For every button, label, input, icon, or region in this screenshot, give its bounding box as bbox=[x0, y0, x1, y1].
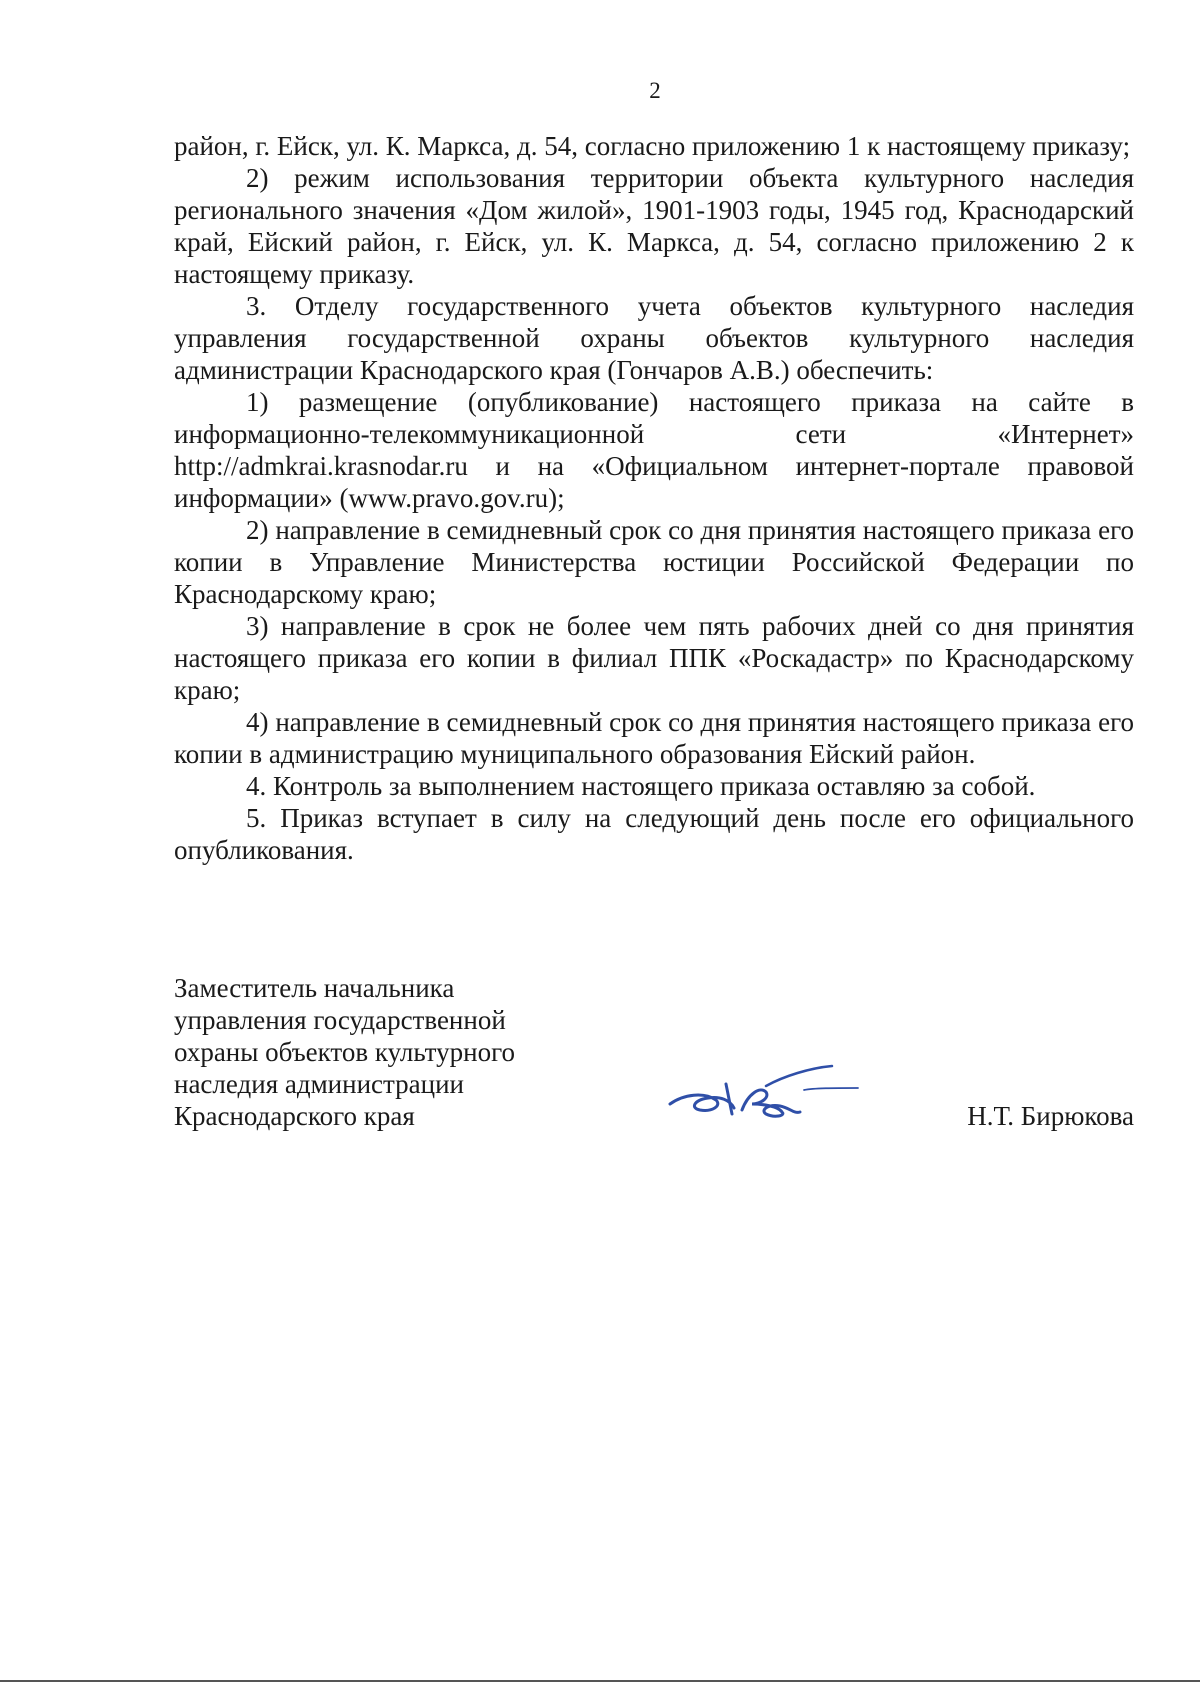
signature-block bbox=[174, 972, 1134, 1132]
signature-stroke bbox=[804, 1088, 858, 1090]
paragraph-item-5-effect: 5. Приказ вступает в силу на следующий день после его официального опубликования. bbox=[174, 803, 1134, 865]
paragraph-continuation: район, г. Ейск, ул. К. Маркса, д. 54, согласно приложению 1 к настоящему приказу; bbox=[174, 131, 1131, 161]
page-bottom-rule bbox=[0, 1680, 1200, 1682]
paragraph-item-3-department: 3. Отделу государственного учета объектов культурного наследия управления государственной охраны объектов культурного наследия администрации Краснодарского края (Гончаров А.В.) обеспечить: bbox=[174, 291, 1134, 385]
signature-stroke bbox=[742, 1090, 800, 1116]
paragraph-subitem-1-publication: 1) размещение (опубликование) настоящего приказа на сайте в информационно-телекоммуникационной сети «Интернет» http://admkrai.krasnodar.ru и на «Официальном интернет-портале правовой информации» (www.pravo.gov.ru); bbox=[174, 387, 1134, 513]
document-body bbox=[174, 130, 1134, 866]
handwritten-signature bbox=[664, 1064, 864, 1126]
signer-position: Заместитель начальника управления государственной охраны объектов культурного наследия администрации Краснодарского края bbox=[174, 973, 515, 1131]
paragraph-subitem-4-administration: 4) направление в семидневный срок со дня принятия настоящего приказа его копии в администрацию муниципального образования Ейский район. bbox=[174, 707, 1134, 769]
signer-name: Н.Т. Бирюкова bbox=[967, 1101, 1134, 1131]
signature-stroke bbox=[766, 1066, 832, 1086]
page-number: 2 bbox=[649, 78, 661, 103]
paragraph-subitem-3-roskadastr: 3) направление в срок не более чем пять рабочих дней со дня принятия настоящего приказа его копии в филиал ППК «Роскадастр» по Краснодарскому краю; bbox=[174, 611, 1134, 705]
signature-stroke bbox=[670, 1095, 734, 1110]
paragraph-item-2-regime: 2) режим использования территории объекта культурного наследия регионального значения «Дом жилой», 1901-1903 годы, 1945 год, Краснодарский край, Ейский район, г. Ейск, ул. К. Маркса, д. 54, согласно приложению 2 к настоящему приказу. bbox=[174, 163, 1134, 289]
paragraph-subitem-2-ministry: 2) направление в семидневный срок со дня принятия настоящего приказа его копии в Управление Министерства юстиции Российской Федерации по Краснодарскому краю; bbox=[174, 515, 1134, 609]
paragraph-item-4-control: 4. Контроль за выполнением настоящего приказа оставляю за собой. bbox=[246, 771, 1036, 801]
